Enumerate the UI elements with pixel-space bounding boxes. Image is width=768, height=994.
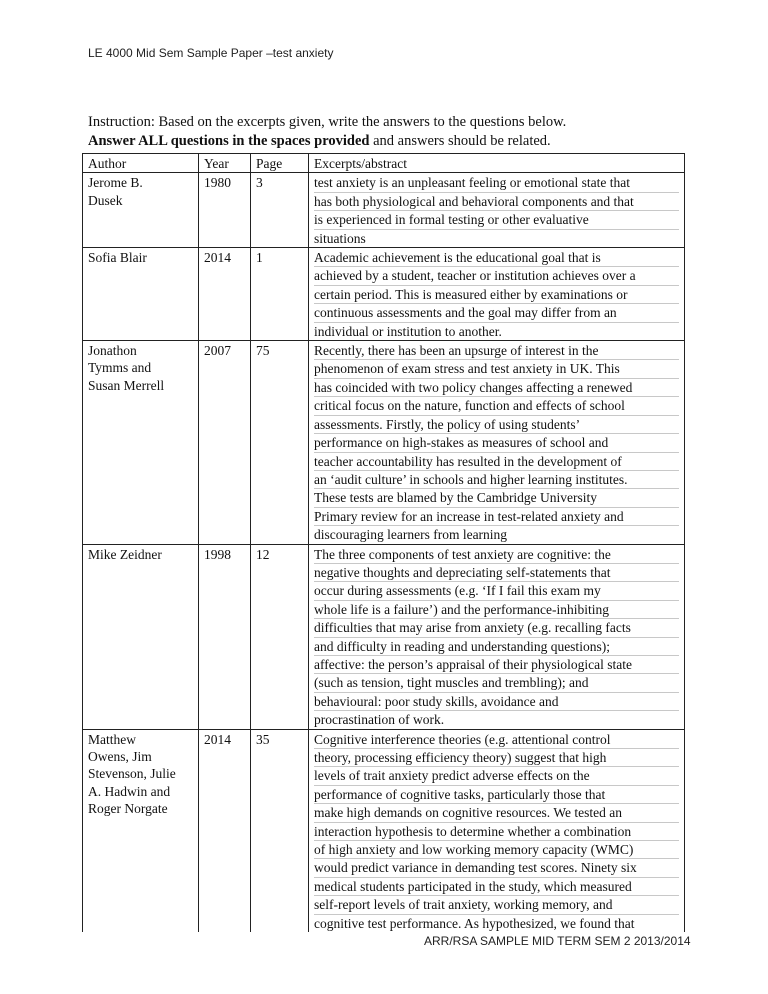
page-header: LE 4000 Mid Sem Sample Paper –test anxiety: [88, 46, 334, 60]
author-cell: [83, 729, 199, 932]
excerpt-line: performance of cognitive tasks, particularly those that: [314, 786, 679, 804]
excerpt-line: Primary review for an increase in test-related anxiety and: [314, 508, 679, 526]
table-row: [83, 341, 685, 544]
page-footer: ARR/RSA SAMPLE MID TERM SEM 2 2013/2014: [424, 934, 691, 948]
table-header-row: [83, 154, 685, 173]
author-name-line: Sofia Blair: [88, 250, 147, 266]
excerpt-cell: [309, 248, 685, 341]
author-name-line: Matthew: [88, 731, 136, 747]
excerpt-line: Recently, there has been an upsurge of interest in the: [314, 342, 679, 360]
year-cell: 2007: [199, 341, 251, 544]
instruction-bold-text: Answer ALL questions in the spaces provided: [88, 133, 370, 149]
excerpt-line: theory, processing efficiency theory) suggest that high: [314, 749, 679, 767]
excerpt-line: negative thoughts and depreciating self-statements that: [314, 564, 679, 582]
author-name-line: Dusek: [88, 192, 123, 208]
column-header-page: Page: [251, 154, 309, 173]
excerpt-cell: [309, 729, 685, 932]
excerpt-line: assessments. Firstly, the policy of using students’: [314, 416, 679, 434]
excerpt-line: individual or institution to another.: [314, 323, 502, 339]
page-cell: 35: [251, 729, 309, 932]
table-body: [83, 173, 685, 932]
year-cell: 1980: [199, 173, 251, 248]
excerpt-line: phenomenon of exam stress and test anxiety in UK. This: [314, 360, 679, 378]
excerpt-line: The three components of test anxiety are cognitive: the: [314, 546, 679, 564]
table-row: [83, 544, 685, 729]
excerpt-line: continuous assessments and the goal may differ from an: [314, 304, 679, 322]
excerpt-line: levels of trait anxiety predict adverse effects on the: [314, 767, 679, 785]
excerpt-line: achieved by a student, teacher or institution achieves over a: [314, 267, 679, 285]
excerpt-line: has both physiological and behavioral components and that: [314, 193, 679, 211]
excerpt-line: performance on high-stakes as measures of school and: [314, 434, 679, 452]
page-cell: 75: [251, 341, 309, 544]
excerpt-line: discouraging learners from learning: [314, 527, 508, 543]
excerpt-cell: [309, 544, 685, 729]
excerpt-line: certain period. This is measured either by examinations or: [314, 286, 679, 304]
table-row: [83, 729, 685, 932]
column-header-author: Author: [83, 154, 199, 173]
author-name-line: Jerome B.: [88, 175, 143, 191]
excerpt-line: situations: [314, 230, 366, 246]
author-name-line: A. Hadwin and: [88, 783, 171, 799]
column-header-excerpt: Excerpts/abstract: [309, 154, 685, 173]
year-cell: 1998: [199, 544, 251, 729]
excerpt-line: teacher accountability has resulted in the development of: [314, 453, 679, 471]
excerpt-line: test anxiety is an unpleasant feeling or emotional state that: [314, 174, 679, 192]
column-header-year: Year: [199, 154, 251, 173]
excerpt-line: is experienced in formal testing or other evaluative: [314, 211, 679, 229]
author-cell: [83, 173, 199, 248]
author-cell: [83, 544, 199, 729]
excerpt-line: medical students participated in the study, which measured: [314, 878, 679, 896]
excerpt-line: behavioural: poor study skills, avoidance and: [314, 693, 679, 711]
instruction-rest-text: and answers should be related.: [369, 133, 551, 149]
excerpt-line: make high demands on cognitive resources. We tested an: [314, 804, 679, 822]
year-cell: 2014: [199, 248, 251, 341]
excerpt-line: Academic achievement is the educational goal that is: [314, 249, 679, 267]
author-name-line: Stevenson, Julie: [88, 766, 176, 782]
author-name-line: Mike Zeidner: [88, 546, 162, 562]
excerpt-line: would predict variance in demanding test scores. Ninety six: [314, 859, 679, 877]
page-cell: 3: [251, 173, 309, 248]
excerpt-line: These tests are blamed by the Cambridge University: [314, 489, 679, 507]
author-cell: [83, 341, 199, 544]
author-name-line: Jonathon: [88, 343, 137, 359]
excerpt-line: of high anxiety and low working memory capacity (WMC): [314, 841, 679, 859]
excerpt-line: difficulties that may arise from anxiety (e.g. recalling facts: [314, 619, 679, 637]
excerpt-line: and difficulty in reading and understanding questions);: [314, 638, 679, 656]
excerpt-cell: [309, 173, 685, 248]
excerpt-line: occur during assessments (e.g. ‘If I fail this exam my: [314, 582, 679, 600]
author-cell: [83, 248, 199, 341]
instruction-line: Instruction: Based on the excerpts given, write the answers to the questions below.: [88, 114, 567, 130]
author-name-line: Roger Norgate: [88, 801, 168, 817]
year-cell: 2014: [199, 729, 251, 932]
excerpt-line: affective: the person’s appraisal of their physiological state: [314, 656, 679, 674]
excerpt-line: cognitive test performance. As hypothesized, we found that: [314, 915, 635, 931]
excerpt-line: procrastination of work.: [314, 712, 445, 728]
instructions: [88, 113, 688, 151]
page-cell: 1: [251, 248, 309, 341]
excerpt-line: critical focus on the nature, function and effects of school: [314, 397, 679, 415]
excerpt-line: Cognitive interference theories (e.g. attentional control: [314, 731, 679, 749]
excerpts-table: [82, 153, 685, 932]
excerpt-cell: [309, 341, 685, 544]
table-row: [83, 248, 685, 341]
excerpt-line: (such as tension, tight muscles and trembling); and: [314, 674, 679, 692]
excerpt-line: has coincided with two policy changes affecting a renewed: [314, 379, 679, 397]
author-name-line: Owens, Jim: [88, 749, 152, 764]
excerpt-line: interaction hypothesis to determine whether a combination: [314, 823, 679, 841]
excerpt-line: whole life is a failure’) and the performance-inhibiting: [314, 601, 679, 619]
author-name-line: Susan Merrell: [88, 377, 165, 393]
page-cell: 12: [251, 544, 309, 729]
excerpt-line: an ‘audit culture’ in schools and higher learning institutes.: [314, 471, 679, 489]
table-row: [83, 173, 685, 248]
instruction-emphasis-line: [88, 132, 688, 151]
excerpt-line: self-report levels of trait anxiety, working memory, and: [314, 896, 679, 914]
author-name-line: Tymms and: [88, 360, 152, 376]
